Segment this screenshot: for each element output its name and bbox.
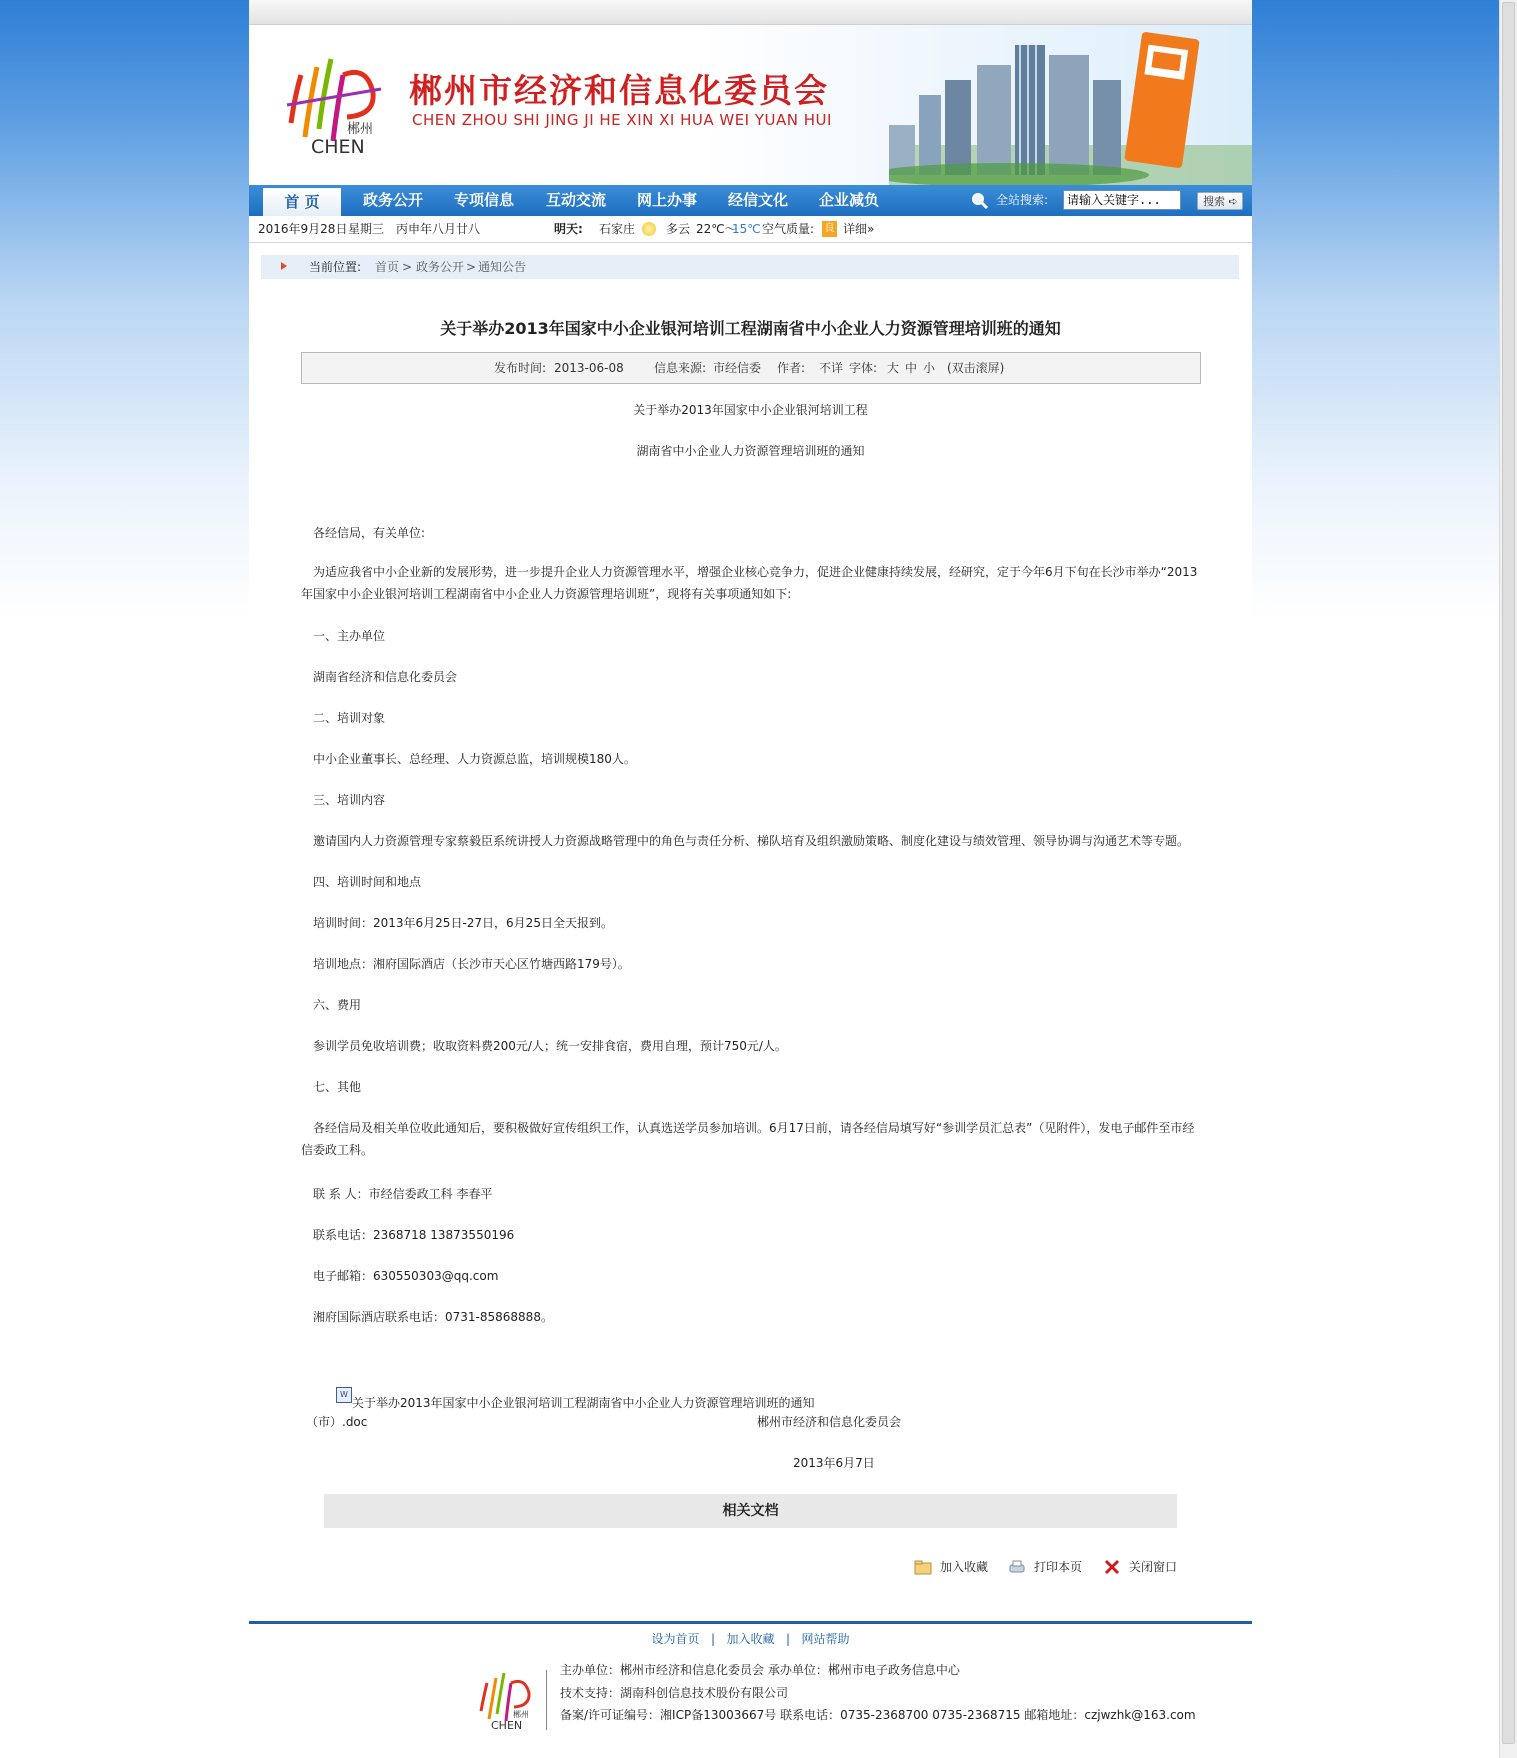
publish-label: 发布时间: <box>494 361 547 375</box>
attachment-link-line2[interactable]: （市）.doc <box>306 1415 368 1429</box>
section-4-place: 培训地点：湘府国际酒店（长沙市天心区竹塘西路179号）。 <box>313 957 630 971</box>
section-2-heading: 二、培训对象 <box>313 711 386 725</box>
contact-person: 联 系 人：市经信委政工科 李春平 <box>313 1187 493 1201</box>
font-large-button[interactable]: 大 <box>887 361 900 375</box>
breadcrumb-sep: > <box>466 260 477 274</box>
nav-item-online-service[interactable]: 网上办事 <box>637 191 698 209</box>
section-3-heading: 三、培训内容 <box>313 793 386 807</box>
arrow-right-icon: ➪ <box>1228 195 1238 208</box>
footer-logo-en: CHEN <box>491 1719 523 1732</box>
page-container <box>249 0 1252 1758</box>
scrollbar-thumb[interactable] <box>1502 2 1515 1744</box>
article-title: 关于举办2013年国家中小企业银河培训工程湖南省中小企业人力资源管理培训班的通知 <box>440 319 1061 338</box>
footer-divider-line <box>249 1621 1252 1624</box>
skyline-illustration <box>889 25 1252 185</box>
main-nav <box>249 185 1252 216</box>
search-button[interactable] <box>1197 192 1243 210</box>
footer-link-sep: | <box>785 1632 790 1646</box>
double-click-scroll: (双击滚屏) <box>947 361 1005 375</box>
publish-date: 2013-06-08 <box>554 361 624 375</box>
footer-license: 备案/许可证编号：湘ICP备13003667号 联系电话：0735-2368700 0735-2368715 邮箱地址：czjwzhk@163.com <box>560 1708 1196 1722</box>
body-heading-1: 关于举办2013年国家中小企业银河培训工程 <box>633 403 868 417</box>
tomorrow-label: 明天: <box>554 222 583 236</box>
weekday: 星期三 <box>348 222 385 236</box>
aqi-label: 空气质量: <box>762 222 815 236</box>
logo-en: CHEN <box>311 136 365 158</box>
site-banner <box>249 25 1252 185</box>
section-3-body: 邀请国内人力资源管理专家蔡毅臣系统讲授人力资源战略管理中的角色与责任分析、梯队培育及组织激励策略、制度化建设与绩效管理、领导协调与沟通艺术等专题。 <box>313 834 1190 848</box>
intro-paragraph: 为适应我省中小企业新的发展形势，进一步提升企业人力资源管理水平，增强企业核心竞争力，促进企业健康持续发展，经研究，定于今年6月下旬在长沙市举办“2013年国家中小企业银河培训工程湖南省中小企业人力资源管理培训班”，现将有关事项通知如下: <box>301 565 1198 601</box>
footer-link-set-home[interactable]: 设为首页 <box>651 1632 700 1646</box>
site-subtitle: CHEN ZHOU SHI JING JI HE XIN XI HUA WEI YUAN HUI <box>412 111 832 129</box>
footer-links <box>249 1630 1252 1647</box>
cloudy-icon <box>642 222 656 236</box>
section-2-body: 中小企业董事长、总经理、人力资源总监，培训规模180人。 <box>313 752 636 766</box>
section-7-heading: 七、其他 <box>313 1080 362 1094</box>
font-small-button[interactable]: 小 <box>923 361 936 375</box>
search-input[interactable]: 请输入关键字... <box>1063 190 1181 210</box>
site-title: 郴州市经济和信息化委员会 <box>409 71 829 110</box>
lunar-date: 丙申年八月廿八 <box>396 222 481 236</box>
breadcrumb-sep: > <box>402 260 413 274</box>
word-doc-icon: W <box>336 1387 352 1403</box>
section-6-heading: 六、费用 <box>313 998 362 1012</box>
footer-link-sep: | <box>710 1632 716 1646</box>
footer-link-help[interactable]: 网站帮助 <box>801 1632 850 1646</box>
contact-phone: 联系电话：2368718 13873550196 <box>313 1228 515 1242</box>
top-strip <box>249 0 1252 25</box>
close-window-label: 关闭窗口 <box>1129 1560 1178 1574</box>
breadcrumb-notices[interactable]: 通知公告 <box>478 260 527 274</box>
printer-icon <box>1008 1558 1026 1576</box>
vertical-scrollbar[interactable] <box>1499 0 1517 1758</box>
author-label: 作者: <box>777 361 806 375</box>
folder-icon <box>914 1558 932 1576</box>
current-date: 2016年9月28日 <box>258 222 348 236</box>
breadcrumb <box>261 255 1239 279</box>
greeting: 各经信局，有关单位: <box>313 526 426 540</box>
site-logo[interactable] <box>277 45 397 165</box>
logo-cn: 郴州 <box>347 122 374 137</box>
nav-item-special-info[interactable]: 专项信息 <box>454 191 515 209</box>
source-label: 信息来源: <box>654 361 707 375</box>
signature-date: 2013年6月7日 <box>793 1456 875 1470</box>
search-label: 全站搜索: <box>996 193 1049 207</box>
footer-logo-cn: 郴州 <box>513 1710 529 1719</box>
section-1-body: 湖南省经济和信息化委员会 <box>313 670 458 684</box>
weather-condition: 多云 <box>666 222 691 236</box>
close-icon <box>1103 1558 1121 1576</box>
contact-email: 电子邮箱：630550303@qq.com <box>313 1269 499 1283</box>
footer-logo <box>473 1665 543 1735</box>
temp-low: 15℃ <box>732 222 761 236</box>
breadcrumb-home[interactable]: 首页 <box>375 260 400 274</box>
aqi-badge: 良 <box>822 221 837 237</box>
attachment-link-line1[interactable]: 关于举办2013年国家中小企业银河培训工程湖南省中小企业人力资源管理培训班的通知 <box>352 1396 815 1410</box>
footer-organizer: 主办单位：郴州市经济和信息化委员会 承办单位：郴州市电子政务信息中心 <box>560 1663 960 1677</box>
section-1-heading: 一、主办单位 <box>313 629 386 643</box>
add-favorite-label: 加入收藏 <box>940 1560 989 1574</box>
font-size-label: 字体: <box>849 361 878 375</box>
footer-link-add-favorite[interactable]: 加入收藏 <box>726 1632 775 1646</box>
nav-item-home[interactable]: 首 页 <box>263 188 341 216</box>
search-icon <box>971 192 989 210</box>
hotel-phone: 湘府国际酒店联系电话：0731-85868888。 <box>313 1310 553 1324</box>
weather-city: 石家庄 <box>599 222 636 236</box>
section-4-time: 培训时间：2013年6月25日-27日，6月25日全天报到。 <box>313 916 613 930</box>
nav-item-burden-reduction[interactable]: 企业减负 <box>819 191 880 209</box>
nav-item-culture[interactable]: 经信文化 <box>728 191 789 209</box>
section-4-heading: 四、培训时间和地点 <box>313 875 422 889</box>
body-heading-2: 湖南省中小企业人力资源管理培训班的通知 <box>636 444 865 458</box>
search-button-label: 搜索 <box>1203 195 1225 208</box>
source-value: 市经信委 <box>713 361 762 375</box>
temp-high: 22℃～ <box>696 222 737 236</box>
arrow-right-icon <box>281 262 287 270</box>
section-6-body: 参训学员免收培训费；收取资料费200元/人；统一安排食宿，费用自理，预计750元/人。 <box>313 1039 787 1053</box>
nav-item-interaction[interactable]: 互动交流 <box>546 191 607 209</box>
weather-detail-link[interactable]: 详细» <box>843 222 875 236</box>
date-weather-bar <box>249 216 1252 243</box>
section-7-body: 各经信局及相关单位收此通知后，要积极做好宣传组织工作，认真选送学员参加培训。6月17日前，请各经信局填写好“参训学员汇总表”（见附件），发电子邮件至市经信委政工科。 <box>301 1121 1195 1157</box>
related-docs-header: 相关文档 <box>324 1494 1177 1528</box>
footer-tech-support: 技术支持：湖南科创信息技术股份有限公司 <box>560 1686 789 1700</box>
breadcrumb-gov-affairs[interactable]: 政务公开 <box>416 260 465 274</box>
print-page-label: 打印本页 <box>1034 1560 1083 1574</box>
author-value: 不详 <box>819 361 844 375</box>
font-medium-button[interactable]: 中 <box>905 361 918 375</box>
footer-vertical-divider <box>546 1670 547 1730</box>
breadcrumb-label: 当前位置: <box>309 260 362 274</box>
signature-org: 郴州市经济和信息化委员会 <box>757 1415 902 1429</box>
nav-item-gov-affairs[interactable]: 政务公开 <box>363 191 424 209</box>
article-meta <box>301 352 1201 384</box>
